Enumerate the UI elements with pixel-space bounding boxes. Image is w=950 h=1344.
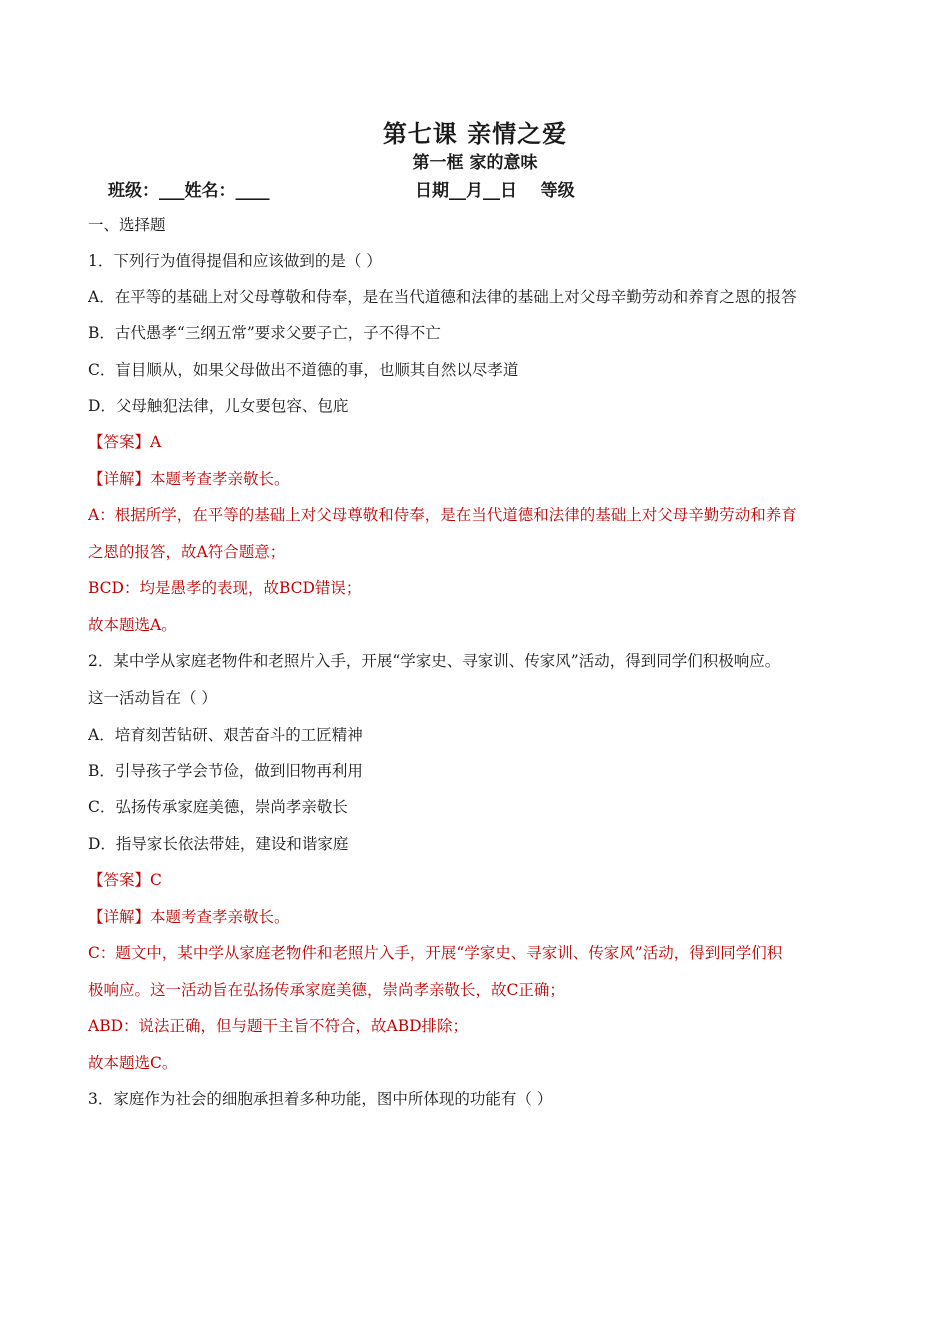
option-line: B．古代愚孝“三纲五常”要求父要子亡，子不得不亡 [88,324,441,342]
question-stem: 这一活动旨在（ ） [88,689,217,707]
option-line: C．盲目顺从，如果父母做出不道德的事，也顺其自然以尽孝道 [88,361,519,379]
date-grade-info: 日期__月__日 等级 [415,181,575,201]
explanation-line: ABD：说法正确，但与题干主旨不符合，故ABD排除； [88,1017,469,1035]
explanation-line: C：题文中，某中学从家庭老物件和老照片入手，开展“学家史、寻家训、传家风”活动，得到同学们积 [88,944,783,962]
explanation-line: 故本题选C。 [88,1054,178,1072]
section-heading: 一、选择题 [88,216,166,234]
page-subtitle: 第一框 家的意味 [412,153,538,173]
option-line: A．培育刻苦钻研、艰苦奋斗的工匠精神 [88,726,363,744]
option-line: D．父母触犯法律，儿女要包容、包庇 [88,397,349,415]
option-line: B．引导孩子学会节俭，做到旧物再利用 [88,762,363,780]
explanation-line: 故本题选A。 [88,616,177,634]
page-title: 第七课 亲情之爱 [382,119,568,148]
option-line: A．在平等的基础上对父母尊敬和侍奉，是在当代道德和法律的基础上对父母辛勤劳动和养育之恩的报答 [88,288,797,306]
explanation-line: 极响应。这一活动旨在弘扬传承家庭美德，崇尚孝亲敬长，故C正确； [88,981,565,999]
explanation-line: 之恩的报答，故A符合题意； [88,543,286,561]
question-stem: 2．某中学从家庭老物件和老照片入手，开展“学家史、寻家训、传家风”活动，得到同学们积极响应。 [88,652,781,670]
explanation-line: 【详解】本题考查孝亲敬长。 [88,908,290,926]
question-stem: 3．家庭作为社会的细胞承担着多种功能，图中所体现的功能有（ ） [88,1090,553,1108]
student-info: 班级：___姓名：____ [108,181,270,201]
option-line: D．指导家长依法带娃，建设和谐家庭 [88,835,349,853]
option-line: C．弘扬传承家庭美德，崇尚孝亲敬长 [88,798,348,816]
answer-line: 【答案】C [88,871,162,889]
question-stem: 1．下列行为值得提倡和应该做到的是（ ） [88,252,382,270]
explanation-line: 【详解】本题考查孝亲敬长。 [88,470,290,488]
explanation-line: BCD：均是愚孝的表现，故BCD错误； [88,579,362,597]
explanation-line: A：根据所学，在平等的基础上对父母尊敬和侍奉，是在当代道德和法律的基础上对父母辛勤劳动和养育 [88,506,797,524]
answer-line: 【答案】A [88,433,162,451]
